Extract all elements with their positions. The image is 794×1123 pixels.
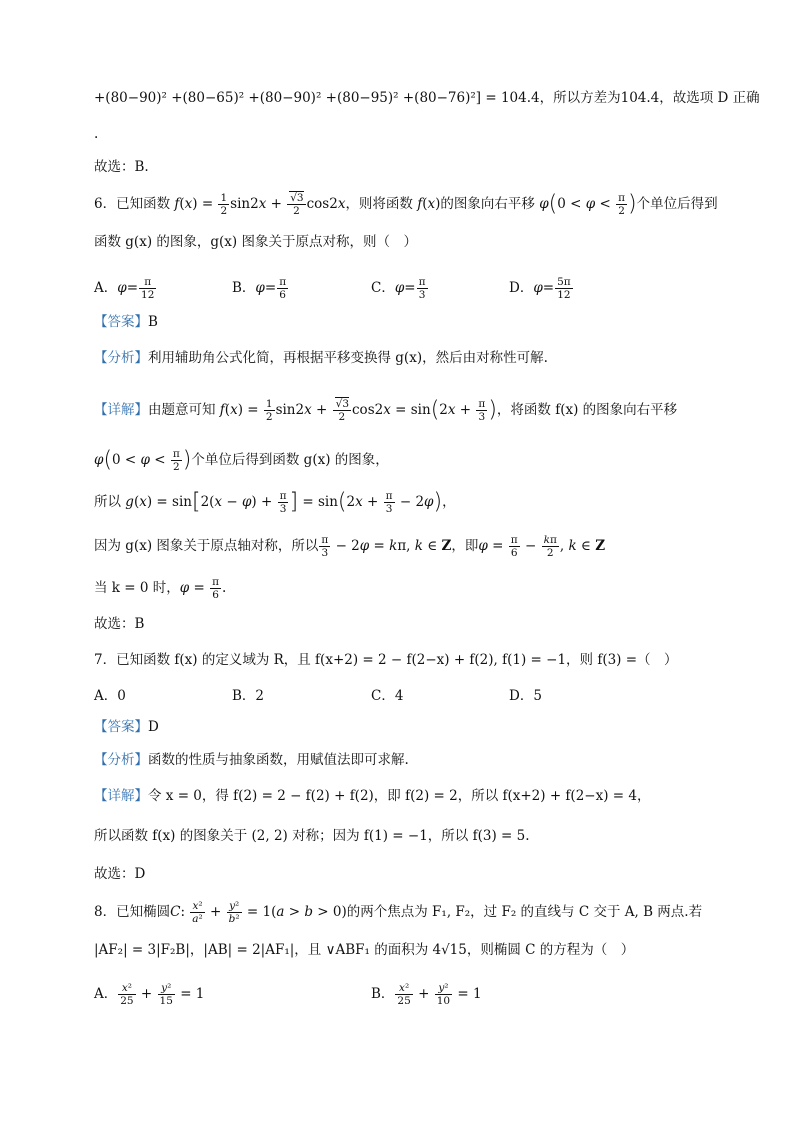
period-mark: . [94, 126, 99, 142]
q7-answer: 【答案】D [94, 719, 159, 735]
q8-stem-line2: |AF₂| = 3|F₂B|，|AB| = 2|AF₁|，且 ∨ABF₁ 的面积为 4√15，则椭圆 C 的方程为（ ） [94, 942, 635, 958]
q7-detail-line1: 【详解】令 x = 0，得 f(2) = 2 − f(2) + f(2)，即 f(2) = 2，所以 f(x+2) + f(2−x) = 4， [94, 788, 651, 804]
q6-detail-line5: 当 k = 0 时，φ = $\frac{\pi}{6}$ . [94, 576, 227, 601]
q6-option-c: C．φ= $\frac{\pi}{3}$ [371, 276, 426, 301]
q7-option-a: A．0 [94, 688, 126, 704]
q6-analysis: 【分析】利用辅助角公式化简，再根据平移变换得 g(x)，然后由对称性可解. [94, 350, 548, 366]
q8-stem-line1: 8．已知椭圆C: $\frac{\text{x²}}{\text{a²}}$ + $\frac{\text{y²}}{\text{b²}}$ = 1(a > b > 0)的两个焦点为 F₁, F₂，过 F₂ 的直线与 C 交于 A, B 两点.若 [94, 900, 703, 925]
q6-stem-line1: 6．已知函数 f(x) = $\frac{1}{2}$ sin2x + $\frac{√3}{2}$ cos2x，则将函数 f(x)的图象向右平移 φ(0 < φ < $\frac{\pi}{2}$ )个单位后得到 [94, 191, 718, 217]
q7-detail-line2: 所以函数 f(x) 的图象关于 (2, 2) 对称；因为 f(1) = −1，所以 f(3) = 5. [94, 828, 530, 844]
q8-option-b: B． $\frac{\text{x²}}{25}$ + $\frac{\text{y²}}{10}$ = 1 [371, 982, 482, 1007]
choose-b-line: 故选：B. [94, 159, 149, 175]
q6-answer: 【答案】B [94, 314, 158, 330]
q7-analysis: 【分析】函数的性质与抽象函数，用赋值法即可求解. [94, 752, 409, 768]
q6-stem-line2: 函数 g(x) 的图象，g(x) 图象关于原点对称，则（ ） [94, 234, 417, 250]
q8-option-a: A． $\frac{\text{x²}}{25}$ + $\frac{\text{y²}}{15}$ = 1 [94, 982, 205, 1007]
q7-option-c: C．4 [371, 688, 404, 704]
q7-stem: 7．已知函数 f(x) 的定义域为 R，且 f(x+2) = 2 − f(2−x) + f(2), f(1) = −1，则 f(3) =（ ） [94, 652, 678, 668]
q6-option-d: D．φ= $\frac{5\pi}{12}$ [509, 276, 571, 301]
q7-choose: 故选：D [94, 866, 146, 882]
variance-line: +(80−90)² +(80−65)² +(80−90)² +(80−95)² +(80−76)²] = 104.4，所以方差为104.4，故选项 D 正确 [94, 90, 760, 106]
q6-detail-line2: φ(0 < φ < $\frac{\pi}{2}$ )个单位后得到函数 g(x) 的图象， [94, 447, 389, 473]
q6-detail-line1: 【详解】由题意可知 f(x) = $\frac{1}{2}$ sin2x + $\frac{√3}{2}$ cos2x = sin(2x + $\frac{\pi}{3}$ )，将函数 f(x) 的图象向右平移 [94, 397, 678, 423]
q6-detail-line3: 所以 g(x) = sin[2(x − φ) + $\frac{\pi}{3}$ ] = sin(2x + $\frac{\pi}{3}$ − 2φ)， [94, 489, 456, 515]
q6-choose: 故选：B [94, 616, 145, 632]
q6-option-a: A．φ= $\frac{\pi}{12}$ [94, 276, 155, 301]
q7-option-d: D．5 [509, 688, 542, 704]
q6-option-b: B．φ= $\frac{\pi}{6}$ [232, 276, 287, 301]
q6-detail-line4: 因为 g(x) 图象关于原点轴对称，所以 $\frac{\pi}{3}$ − 2φ = kπ, k ∈ Z，即φ = $\frac{\pi}{6}$ − $\frac{k\pi}{2}$ , k ∈ Z [94, 534, 606, 559]
q7-option-b: B．2 [232, 688, 265, 704]
q6-number: 6．已知函数 [94, 196, 171, 212]
